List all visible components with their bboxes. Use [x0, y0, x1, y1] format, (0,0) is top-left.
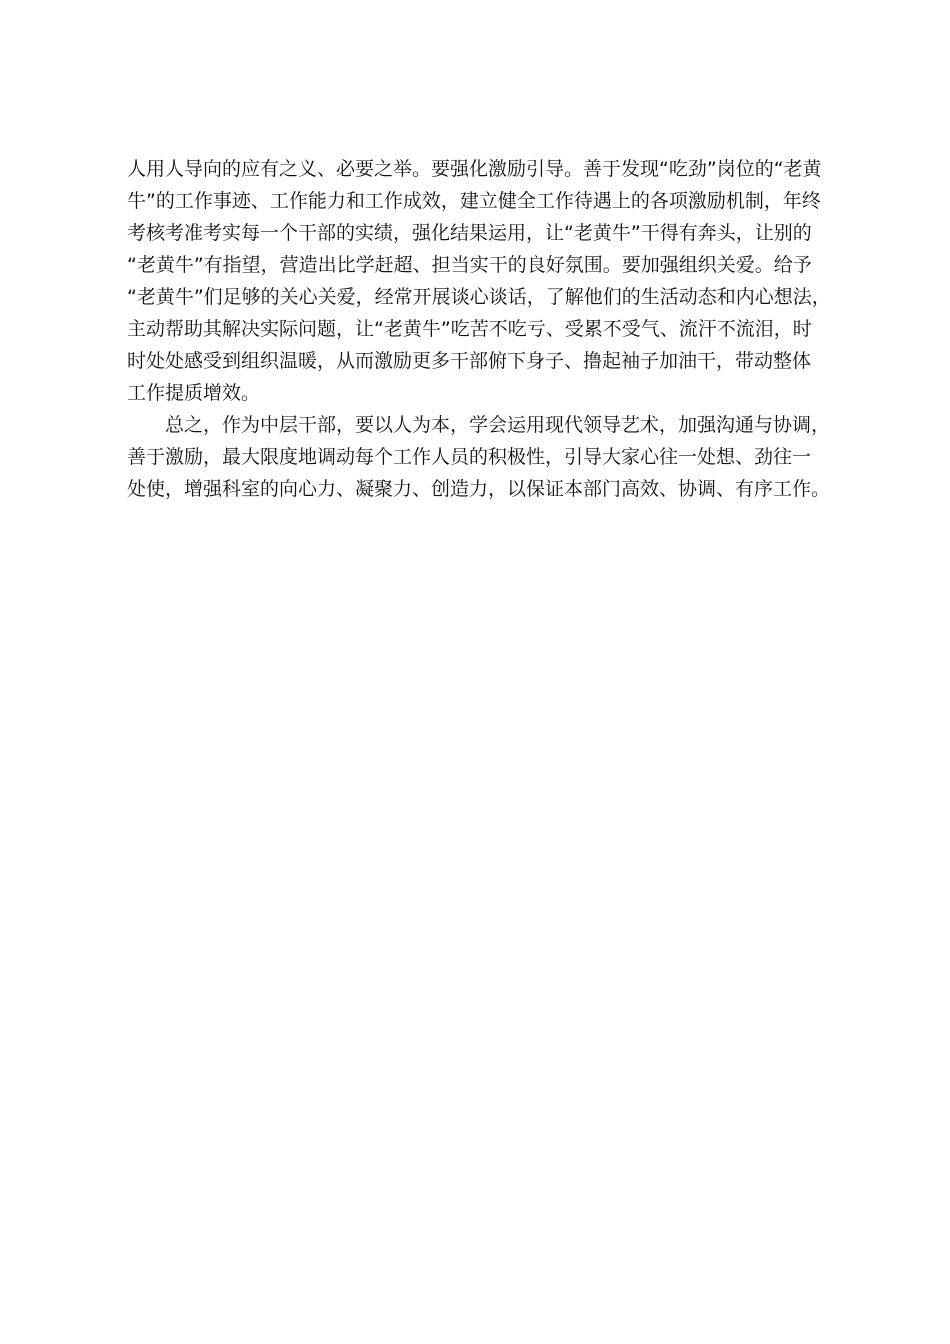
- paragraph-conclusion: [127, 409, 853, 505]
- text-line: 考核考准考实每一个干部的实绩，强化结果运用，让“老黄牛”干得有奔头，让别的: [127, 222, 812, 244]
- text-line: 善于激励，最大限度地调动每个工作人员的积极性，引导大家心往一处想、劲往一: [127, 446, 812, 468]
- text-line: 牛”的工作事迹、工作能力和工作成效，建立健全工作待遇上的各项激励机制，年终: [127, 190, 821, 212]
- text-line: 处使，增强科室的向心力、凝聚力、创造力，以保证本部门高效、协调、有序工作。: [127, 478, 831, 500]
- text-line: 总之，作为中层干部，要以人为本，学会运用现代领导艺术，加强沟通与协调，: [165, 414, 831, 436]
- document-body: [127, 153, 853, 505]
- text-line: 人用人导向的应有之义、必要之举。要强化激励引导。善于发现“吃劲”岗位的“老黄: [127, 158, 822, 180]
- text-line: 工作提质增效。: [127, 382, 261, 404]
- text-line: 主动帮助其解决实际问题，让“老黄牛”吃苦不吃亏、受累不受气、流汗不流泪，时: [127, 318, 812, 340]
- text-line: “老黄牛”有指望，营造出比学赶超、担当实干的良好氛围。要加强组织关爱。给予: [127, 254, 812, 276]
- text-line: “老黄牛”们足够的关心关爱，经常开展谈心谈话，了解他们的生活动态和内心想法，: [127, 286, 831, 308]
- paragraph-incentive: [127, 153, 853, 409]
- text-line: 时处处感受到组织温暖，从而激励更多干部俯下身子、撸起袖子加油干，带动整体: [127, 350, 812, 372]
